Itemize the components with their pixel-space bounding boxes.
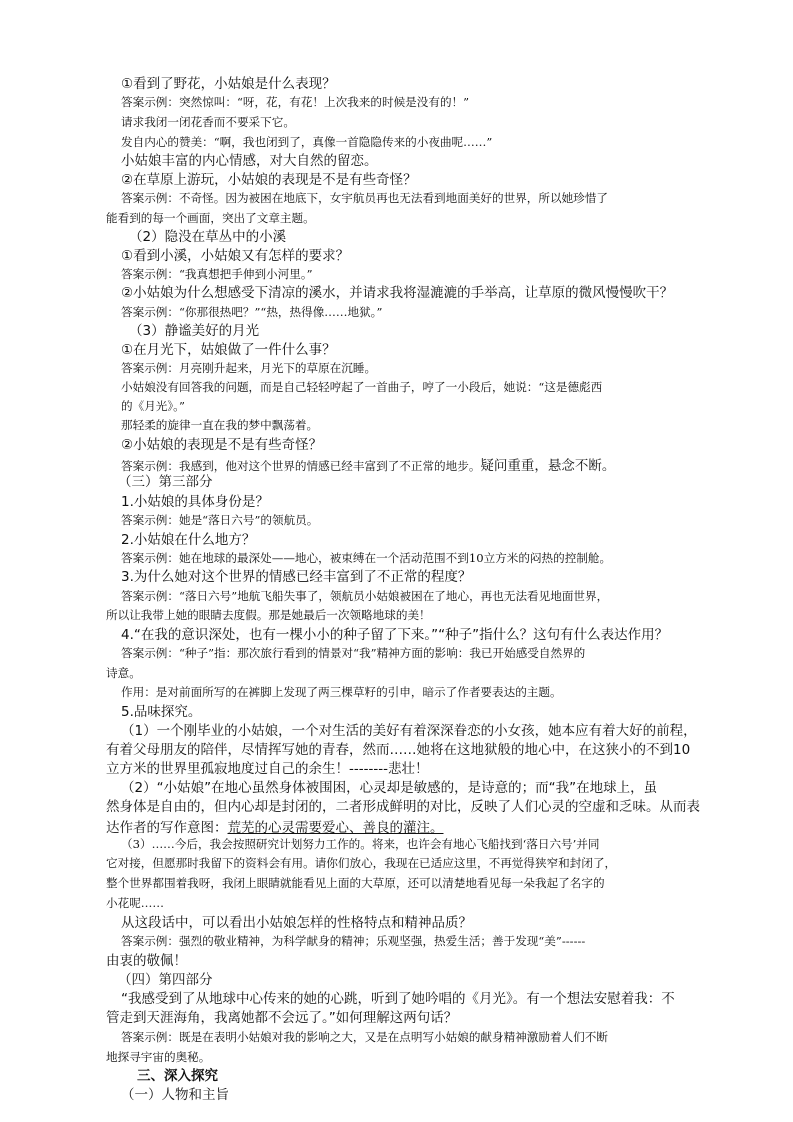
- answer-line: 答案示例：“种子”指：那次旅行看到的情景对“我”精神方面的影响：我已开始感受自然界的: [121, 646, 586, 660]
- text-line: 然身体是自由的，但内心却是封闭的，二者形成鲜明的对比，反映了人们心灵的空虚和乏味。从而表: [106, 799, 700, 815]
- question-line: ①在月光下，姑娘做了一件什么事？: [121, 342, 336, 358]
- answer-line: 整个世界都围着我呀，我闭上眼睛就能看见上面的大草原，还可以清楚地看见每一朵我起了名字的: [106, 876, 605, 890]
- answer-text-sans: 疑问重重，悬念不断。: [480, 458, 616, 474]
- answer-line: 答案示例：月亮刚升起来，月光下的草原在沉睡。: [121, 361, 377, 375]
- underlined-conclusion: 荒芜的心灵需要爱心、善良的灌注。: [227, 820, 444, 836]
- question-line: ②小姑娘的表现是不是有些奇怪？: [121, 437, 323, 453]
- answer-line: 答案示例：她是“落日六号”的领航员。: [121, 513, 319, 527]
- text-line: （1）一个刚毕业的小姑娘，一个对生活的美好有着深深眷恋的小女孩，她本应有着大好的前程，: [121, 723, 697, 739]
- question-line: 从这段话中，可以看出小姑娘怎样的性格特点和精神品质？: [121, 915, 472, 931]
- answer-line: （3）……今后，我会按照研究计划努力工作的。将来，也许会有地心飞船找到‘落日六号’并同: [121, 837, 600, 851]
- question-line: ①看到小溪，小姑娘又有怎样的要求？: [121, 248, 350, 264]
- answer-line: 答案示例：她在地球的最深处——地心，被束缚在一个活动范围不到10立方米的闷热的控制舱。: [121, 551, 612, 565]
- text-line: 由衷的敬佩！: [106, 953, 187, 969]
- question-line: 4.“在我的意识深处，也有一棵小小的种子留了下来。”“种子”指什么？这句有什么表达作用？: [121, 627, 669, 643]
- answer-line: 作用：是对前面所写的在裤脚上发现了两三棵草籽的引申，暗示了作者要表达的主题。: [121, 685, 562, 699]
- section-heading: （三）第三部分: [118, 474, 213, 490]
- question-line: 1.小姑娘的具体身份是？: [121, 494, 269, 510]
- text-line: 小姑娘丰富的内心情感，对大自然的留恋。: [121, 153, 378, 169]
- answer-line: 答案示例：“你那很热吧？”“热，热得像……地狱。”: [121, 305, 383, 319]
- part-heading: 三、深入探究: [137, 1068, 218, 1084]
- answer-line: 所以让我带上她的眼睛去度假。那是她最后一次领略地球的美！: [106, 608, 431, 622]
- answer-line: 诗意。: [106, 666, 141, 680]
- answer-line: 那轻柔的旋律一直在我的梦中飘荡着。: [121, 418, 319, 432]
- answer-line: 答案示例：“落日六号”地航飞船失事了，领航员小姑娘被困在了地心，再也无法看见地面世界，: [121, 589, 609, 603]
- question-line: 管走到天涯海角，我离她都不会远了。”如何理解这两句话？: [106, 1010, 458, 1026]
- question-line: 2.小姑娘在什么地方？: [121, 532, 256, 548]
- question-line: ②小姑娘为什么想感受下清凉的溪水，并请求我将湿漉漉的手举高，让草原的微风慢慢吹干？: [121, 285, 674, 301]
- answer-line: 答案示例：突然惊叫：“呀，花，有花！上次我来的时候是没有的！”: [121, 95, 470, 109]
- answer-text: 答案示例：我感到，他对这个世界的情感已经丰富到了不正常的地步。: [121, 459, 481, 473]
- answer-line: 的《月光》。”: [121, 399, 185, 413]
- answer-line: 它对接，但愿那时我留下的资料会有用。请你们放心，我现在已适应这里，不再觉得狭窄和封闭了，: [106, 856, 617, 870]
- text-line: 有着父母朋友的陪伴，尽情挥写她的青春，然而……她将在这地狱般的地心中，在这狭小的不到10: [106, 742, 691, 758]
- question-line: ①看到了野花，小姑娘是什么表现？: [121, 76, 336, 92]
- answer-line: 答案示例：强烈的敬业精神，为科学献身的精神；乐观坚强，热爱生活；善于发现“美”------: [121, 934, 586, 948]
- subsection-heading: （一）人物和主旨: [121, 1087, 229, 1103]
- text-line: （2）“小姑娘”在地心虽然身体被围困，心灵却是敏感的，是诗意的；而“我”在地球上，虽: [121, 780, 658, 796]
- answer-line: 地探寻宇宙的奥秘。: [106, 1050, 211, 1064]
- intent-label: 达作者的写作意图：: [106, 820, 228, 836]
- question-line: 3.为什么她对这个世界的情感已经丰富到了不正常的程度？: [121, 569, 472, 585]
- answer-line: 发自内心的赞美：“啊，我也闭到了，真像一首隐隐传来的小夜曲呢……”: [121, 135, 493, 149]
- answer-line: 小姑娘没有回答我的问题，而是自己轻轻哼起了一首曲子，哼了一小段后，她说：“这是德彪西: [121, 380, 603, 394]
- answer-line: 请求我闭一闭花香而不要采下它。: [121, 115, 295, 129]
- question-line: ②在草原上游玩，小姑娘的表现是不是有些奇怪？: [121, 172, 417, 188]
- answer-line: 答案示例：既是在表明小姑娘对我的影响之大，又是在点明写小姑娘的献身精神激励着人们不断: [121, 1030, 608, 1044]
- answer-line: 答案示例：不奇怪。因为被困在地底下，女宇航员再也无法看到地面美好的世界，所以她珍惜了: [121, 191, 608, 205]
- question-line: 5.品味探究。: [121, 704, 202, 720]
- answer-line: 答案示例：“我真想把手伸到小河里。”: [121, 267, 313, 281]
- text-line: 立方米的世界里孤寂地度过自己的余生！--------悲壮！: [106, 761, 429, 777]
- question-line: “我感受到了从地球中心传来的她的心跳，听到了她吟唱的《月光》。有一个想法安慰着我：不: [121, 991, 675, 1007]
- subsection-heading: （2）隐没在草丛中的小溪: [129, 229, 287, 245]
- subsection-heading: （3）静谧美好的月光: [129, 323, 260, 339]
- section-heading: （四）第四部分: [118, 972, 213, 988]
- answer-line: 能看到的每一个画面，突出了文章主题。: [106, 211, 315, 225]
- answer-line: 小花呢……: [106, 896, 164, 910]
- mixed-text-line: [106, 818, 444, 839]
